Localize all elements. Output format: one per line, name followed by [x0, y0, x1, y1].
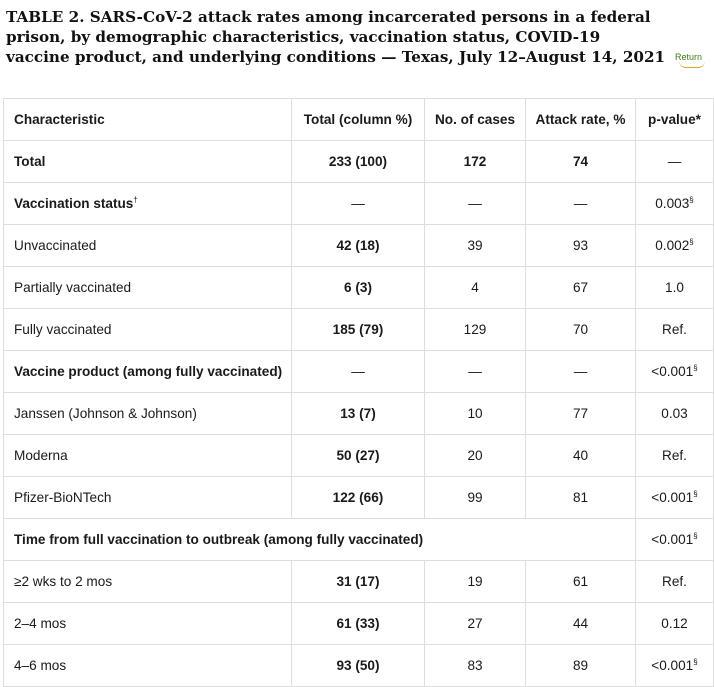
table-row — [4, 393, 714, 435]
cell-total — [292, 645, 425, 687]
cell-attack-rate — [526, 393, 636, 435]
cell-characteristic — [4, 393, 292, 435]
cell-p-value-text: <0.001 — [651, 364, 694, 379]
cell-cases-text: 172 — [463, 154, 487, 169]
cell-attack-rate — [526, 225, 636, 267]
cell-characteristic — [4, 309, 292, 351]
header-cases: No. of cases — [425, 99, 526, 141]
cell-p-value-footnote: § — [693, 657, 698, 667]
cell-cases-text: 129 — [463, 322, 487, 337]
cell-p-value-text: 0.003 — [655, 196, 690, 211]
table-body — [4, 141, 714, 687]
cell-p-value — [636, 519, 714, 561]
cell-p-value-footnote: § — [693, 363, 698, 373]
cell-cases-text: 39 — [467, 238, 483, 253]
cell-characteristic — [4, 351, 292, 393]
cell-characteristic — [4, 225, 292, 267]
cell-characteristic — [4, 603, 292, 645]
cell-cases — [425, 309, 526, 351]
table-row — [4, 519, 714, 561]
cell-characteristic — [4, 435, 292, 477]
cell-total — [292, 141, 425, 183]
cell-p-value — [636, 225, 714, 267]
cell-attack-rate-text: 70 — [572, 322, 589, 337]
table-row — [4, 645, 714, 687]
table-header-row — [4, 99, 714, 141]
cell-cases — [425, 141, 526, 183]
return-link[interactable] — [675, 52, 702, 62]
table-row — [4, 435, 714, 477]
cell-characteristic — [4, 561, 292, 603]
cell-total — [292, 309, 425, 351]
cell-total-text: — — [351, 196, 365, 211]
table-row — [4, 603, 714, 645]
cell-attack-rate — [526, 267, 636, 309]
cell-attack-rate — [526, 309, 636, 351]
cell-cases-text: 83 — [467, 658, 483, 673]
cell-cases-text: 20 — [467, 448, 483, 463]
cell-characteristic-text: 4–6 mos — [14, 658, 67, 673]
table-row — [4, 309, 714, 351]
cell-p-value-text: 0.002 — [655, 238, 690, 253]
cell-attack-rate — [526, 645, 636, 687]
cell-cases — [425, 183, 526, 225]
cell-attack-rate-text: 77 — [572, 406, 589, 421]
cell-p-value-text: Ref. — [662, 574, 687, 589]
cell-characteristic-text: Moderna — [14, 448, 68, 463]
cell-cases — [425, 603, 526, 645]
cell-cases — [425, 393, 526, 435]
cell-p-value-text: 1.0 — [665, 280, 684, 295]
cell-total-text: 31 (17) — [336, 574, 380, 589]
cell-p-value — [636, 393, 714, 435]
cell-p-value-text: <0.001 — [651, 658, 694, 673]
cell-characteristic-text: 2–4 mos — [14, 616, 67, 631]
cell-attack-rate — [526, 141, 636, 183]
cell-attack-rate — [526, 477, 636, 519]
header-p-value: p-value* — [636, 99, 714, 141]
cell-cases — [425, 267, 526, 309]
cell-attack-rate-text: — — [573, 364, 588, 379]
header-characteristic: Characteristic — [4, 99, 292, 141]
cell-p-value — [636, 141, 714, 183]
cell-attack-rate-text: 44 — [572, 616, 589, 631]
cell-characteristic-text: Fully vaccinated — [14, 322, 112, 337]
cell-total — [292, 477, 425, 519]
cell-characteristic — [4, 477, 292, 519]
cell-p-value-text: 0.12 — [661, 616, 688, 631]
data-table-container — [3, 98, 713, 687]
cell-characteristic — [4, 645, 292, 687]
cell-cases-text: 99 — [467, 490, 483, 505]
cell-total-text: 42 (18) — [336, 238, 380, 253]
cell-total — [292, 267, 425, 309]
cell-characteristic — [4, 183, 292, 225]
cell-total-text: 6 (3) — [344, 280, 372, 295]
cell-attack-rate-text: 67 — [572, 280, 589, 295]
cell-total-text: 93 (50) — [336, 658, 380, 673]
cell-p-value-text: 0.03 — [661, 406, 688, 421]
cell-characteristic-text: Janssen (Johnson & Johnson) — [14, 406, 197, 421]
cell-total — [292, 351, 425, 393]
cell-p-value-text: Ref. — [662, 322, 687, 337]
header-attack-rate: Attack rate, % — [526, 99, 636, 141]
cell-cases — [425, 561, 526, 603]
cell-characteristic-text: Time from full vaccination to outbreak (among fully vaccinated) — [14, 532, 424, 547]
cell-total-text: 233 (100) — [328, 154, 388, 169]
cell-attack-rate — [526, 603, 636, 645]
cell-characteristic-text: ≥2 wks to 2 mos — [14, 574, 113, 589]
cell-characteristic-text: Unvaccinated — [14, 238, 97, 253]
cell-p-value-text: — — [667, 154, 682, 169]
cell-p-value — [636, 435, 714, 477]
table-row — [4, 141, 714, 183]
cell-p-value-text: <0.001 — [651, 490, 694, 505]
header-total: Total (column %) — [292, 99, 425, 141]
table-row — [4, 183, 714, 225]
cell-total-text: 13 (7) — [340, 406, 376, 421]
cell-cases-text: 4 — [471, 280, 479, 295]
cell-characteristic — [4, 267, 292, 309]
cell-p-value — [636, 645, 714, 687]
cell-p-value-footnote: § — [693, 489, 698, 499]
cell-total-text: 122 (66) — [332, 490, 384, 505]
cell-cases — [425, 477, 526, 519]
cell-total-text: — — [351, 364, 365, 379]
cell-characteristic-text: Partially vaccinated — [14, 280, 132, 295]
cell-cases-text: — — [468, 196, 482, 211]
table-row — [4, 351, 714, 393]
cell-attack-rate-text: 61 — [572, 574, 589, 589]
cell-cases-text: 27 — [467, 616, 483, 631]
cell-p-value — [636, 477, 714, 519]
table-row — [4, 267, 714, 309]
cell-cases — [425, 225, 526, 267]
table-row — [4, 225, 714, 267]
cell-characteristic-text: Total — [14, 154, 46, 169]
cell-p-value — [636, 183, 714, 225]
cell-attack-rate — [526, 351, 636, 393]
cell-attack-rate-text: — — [573, 196, 588, 211]
cell-total — [292, 561, 425, 603]
cell-cases — [425, 645, 526, 687]
cell-p-value — [636, 267, 714, 309]
cell-p-value — [636, 603, 714, 645]
cell-p-value — [636, 561, 714, 603]
cell-characteristic-text: Pfizer-BioNTech — [14, 490, 112, 505]
cell-cases-text: — — [468, 364, 482, 379]
cell-attack-rate-text: 93 — [572, 238, 589, 253]
cell-total — [292, 183, 425, 225]
cell-p-value-text: Ref. — [662, 448, 687, 463]
attack-rates-table — [3, 98, 714, 687]
cell-p-value-footnote: § — [689, 195, 694, 205]
cell-attack-rate-text: 74 — [572, 154, 589, 169]
return-arrow-icon — [679, 61, 705, 68]
cell-characteristic-text: Vaccination status — [14, 196, 134, 211]
cell-characteristic-footnote: † — [133, 195, 138, 205]
return-label: Return — [675, 52, 703, 62]
table-row — [4, 477, 714, 519]
cell-attack-rate-text: 81 — [572, 490, 589, 505]
cell-p-value — [636, 351, 714, 393]
table-caption: TABLE 2. SARS-CoV-2 attack rates among incarcerated persons in a federal prison, by demographic characteristics, vaccination status, COVID-19 vaccine product, and underlying conditions — Texas, July 12–August 14, 2021 — [6, 8, 666, 66]
cell-cases — [425, 435, 526, 477]
cell-cases — [425, 351, 526, 393]
table-row — [4, 561, 714, 603]
cell-attack-rate — [526, 435, 636, 477]
cell-p-value — [636, 309, 714, 351]
cell-cases-text: 10 — [467, 406, 483, 421]
cell-total — [292, 435, 425, 477]
cell-total-text: 50 (27) — [336, 448, 380, 463]
cell-total-text: 61 (33) — [336, 616, 380, 631]
cell-attack-rate-text: 89 — [572, 658, 589, 673]
cell-cases-text: 19 — [467, 574, 483, 589]
cell-p-value-text: <0.001 — [651, 532, 694, 547]
cell-p-value-footnote: § — [693, 531, 698, 541]
cell-p-value-footnote: § — [689, 237, 694, 247]
cell-attack-rate — [526, 561, 636, 603]
cell-characteristic — [4, 141, 292, 183]
cell-characteristic-text: Vaccine product (among fully vaccinated) — [14, 364, 283, 379]
cell-attack-rate-text: 40 — [572, 448, 589, 463]
cell-attack-rate — [526, 183, 636, 225]
cell-characteristic — [4, 519, 636, 561]
cell-total — [292, 603, 425, 645]
cell-total — [292, 393, 425, 435]
cell-total — [292, 225, 425, 267]
cell-total-text: 185 (79) — [332, 322, 384, 337]
